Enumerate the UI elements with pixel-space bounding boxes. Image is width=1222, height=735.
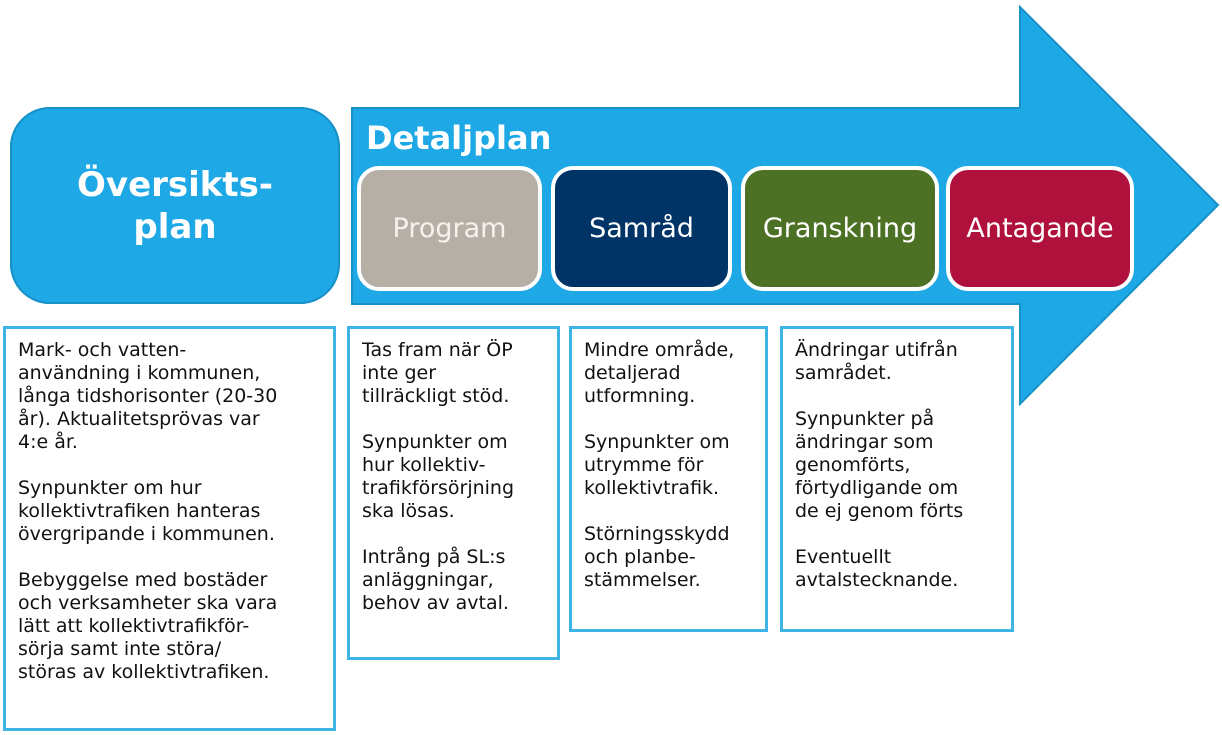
description-paragraph: Synpunkter om hur kollektivtrafiken hanteras övergripande i kommunen.	[18, 477, 275, 545]
stage-granskning-label: Granskning	[762, 213, 918, 244]
stage-samrad	[551, 166, 732, 291]
description-paragraph: Ändringar utifrån samrådet.	[795, 339, 958, 384]
program-description	[347, 326, 560, 660]
detaljplan-title: Detaljplan	[366, 119, 552, 157]
description-paragraph: Bebyggelse med bostäder och verksamheter ska vara lätt att kollektivtrafikför- sörja samt inte störa/ störas av kollektivtrafiken.	[18, 569, 278, 683]
description-paragraph: Intrång på SL:s anläggningar, behov av avtal.	[362, 546, 509, 614]
stage-samrad-label: Samråd	[589, 213, 694, 244]
description-paragraph: Mindre område, detaljerad utformning.	[584, 339, 735, 407]
description-paragraph: Mark- och vatten- användning i kommunen, långa tidshorisonter (20-30 år). Aktualitetsprövas var 4:e år.	[18, 339, 278, 453]
samrad-description	[569, 326, 768, 632]
oversiktsplan-box	[10, 107, 340, 304]
granskning-description	[780, 326, 1014, 632]
oversiktsplan-title: Översikts- plan	[77, 164, 273, 247]
description-paragraph: Synpunkter om hur kollektiv- trafikförsörjning ska lösas.	[362, 431, 515, 522]
description-paragraph: Synpunkter på ändringar som genomförts, förtydligande om de ej genom förts	[795, 408, 964, 522]
description-paragraph: Eventuellt avtalstecknande.	[795, 546, 959, 591]
oversiktsplan-description	[3, 326, 336, 731]
stage-granskning	[741, 166, 939, 291]
description-paragraph: Tas fram när ÖP inte ger tillräckligt stöd.	[362, 339, 513, 407]
stage-program-label: Program	[392, 213, 507, 244]
stage-antagande-label: Antagande	[966, 213, 1114, 244]
stage-program	[357, 166, 542, 291]
description-paragraph: Synpunkter om utrymme för kollektivtrafik.	[584, 431, 730, 499]
description-paragraph: Störningsskydd och planbe- stämmelser.	[584, 523, 730, 591]
stage-antagande	[946, 166, 1134, 291]
